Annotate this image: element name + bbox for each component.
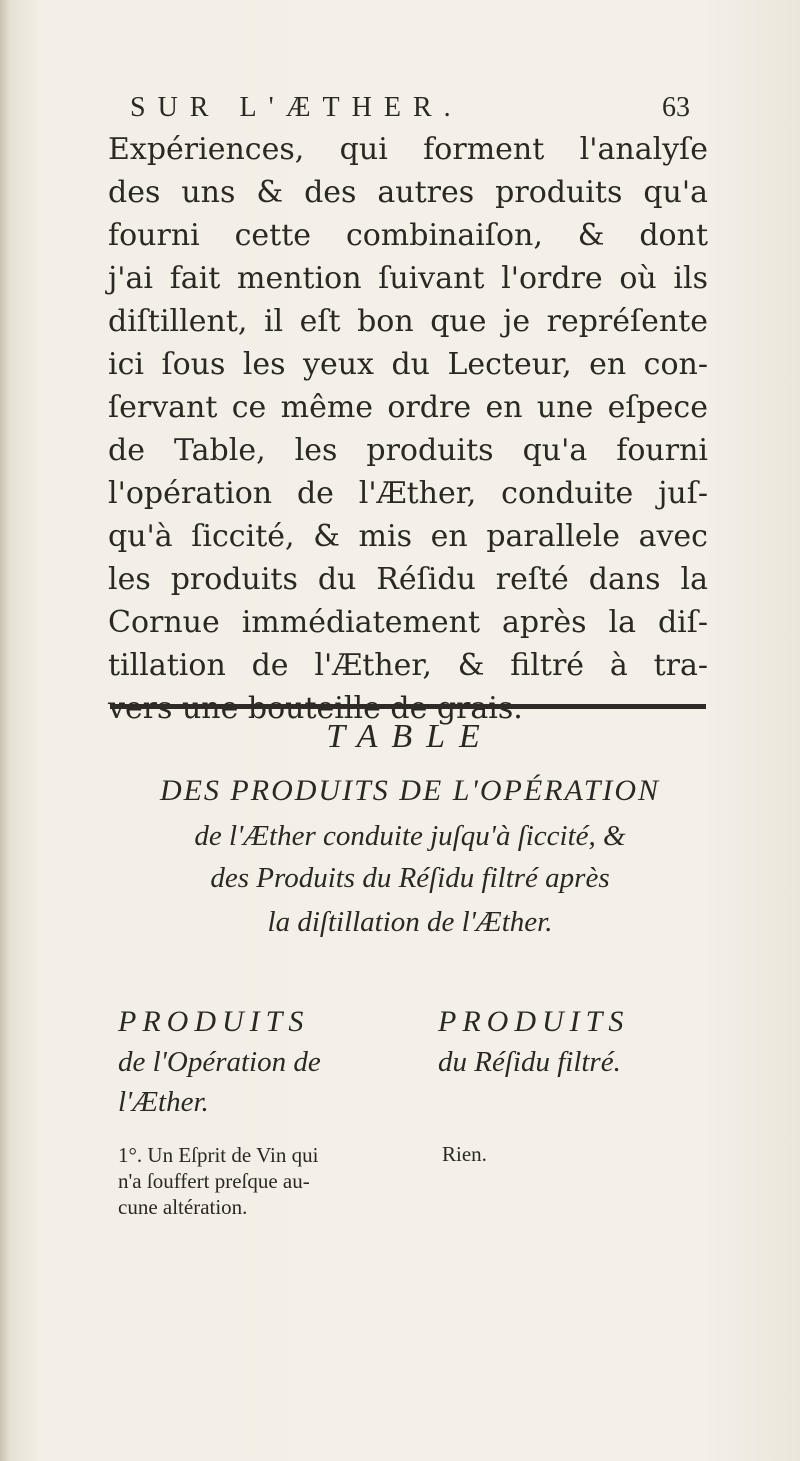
left-entry-line: cune altération. — [118, 1195, 248, 1219]
body-paragraph — [108, 128, 708, 730]
right-entry: Rien. — [442, 1142, 487, 1166]
table-title: TABLE — [326, 718, 494, 755]
right-column-title: PRODUITS — [438, 1005, 630, 1038]
body-line: tillation de l'Æther, & filtré à tra- — [108, 648, 708, 683]
body-line: l'opération de l'Æther, conduite juſ- — [108, 476, 708, 511]
left-column-heading — [118, 1002, 418, 1122]
body-line: diſtillent, il eſt bon que je repréſente — [108, 304, 708, 339]
table-subtitle: DES PRODUITS DE L'OPÉRATION — [159, 774, 661, 807]
running-head — [130, 92, 690, 124]
body-line: j'ai fait mention ſuivant l'ordre où ils — [108, 261, 708, 296]
body-line: de Table, les produits qu'a fourni — [108, 433, 708, 468]
page-number: 63 — [662, 92, 690, 123]
table-subtitle-line: la diſtillation de l'Æther. — [267, 906, 553, 938]
body-line: des uns & des autres produits qu'a — [108, 175, 708, 210]
right-column-sub: du Réſidu filtré. — [438, 1046, 621, 1078]
running-head-title: SUR L'ÆTHER. — [130, 92, 463, 123]
table-subtitle-line: des Produits du Réſidu filtré après — [210, 862, 610, 894]
body-line: qu'à ſiccité, & mis en parallele avec — [108, 519, 708, 554]
table-subtitle-line: de l'Æther conduite juſqu'à ſiccité, & — [194, 820, 626, 852]
body-line: les produits du Réſidu reſté dans la — [108, 562, 708, 597]
left-column-sub: de l'Opération de — [118, 1046, 321, 1078]
page-edge-shadow — [0, 0, 10, 1461]
body-line: Cornue immédiatement après la diſ- — [108, 605, 708, 640]
body-line: Expériences, qui forment l'analyſe — [108, 132, 708, 167]
right-column-heading — [438, 1002, 738, 1082]
left-entry-line: n'a ſouffert preſque au- — [118, 1169, 310, 1193]
body-line: ſervant ce même ordre en une eſpece — [108, 390, 708, 425]
left-entry — [118, 1142, 408, 1220]
left-column-title: PRODUITS — [118, 1005, 310, 1038]
left-column-sub: l'Æther. — [118, 1086, 209, 1118]
body-line: ici ſous les yeux du Lecteur, en con- — [108, 347, 708, 382]
body-line: fourni cette combinaiſon, & dont — [108, 218, 708, 253]
body-line: vers une bouteille de grais. — [108, 691, 523, 726]
left-entry-line: 1°. Un Eſprit de Vin qui — [118, 1143, 319, 1167]
section-rule — [110, 704, 706, 709]
